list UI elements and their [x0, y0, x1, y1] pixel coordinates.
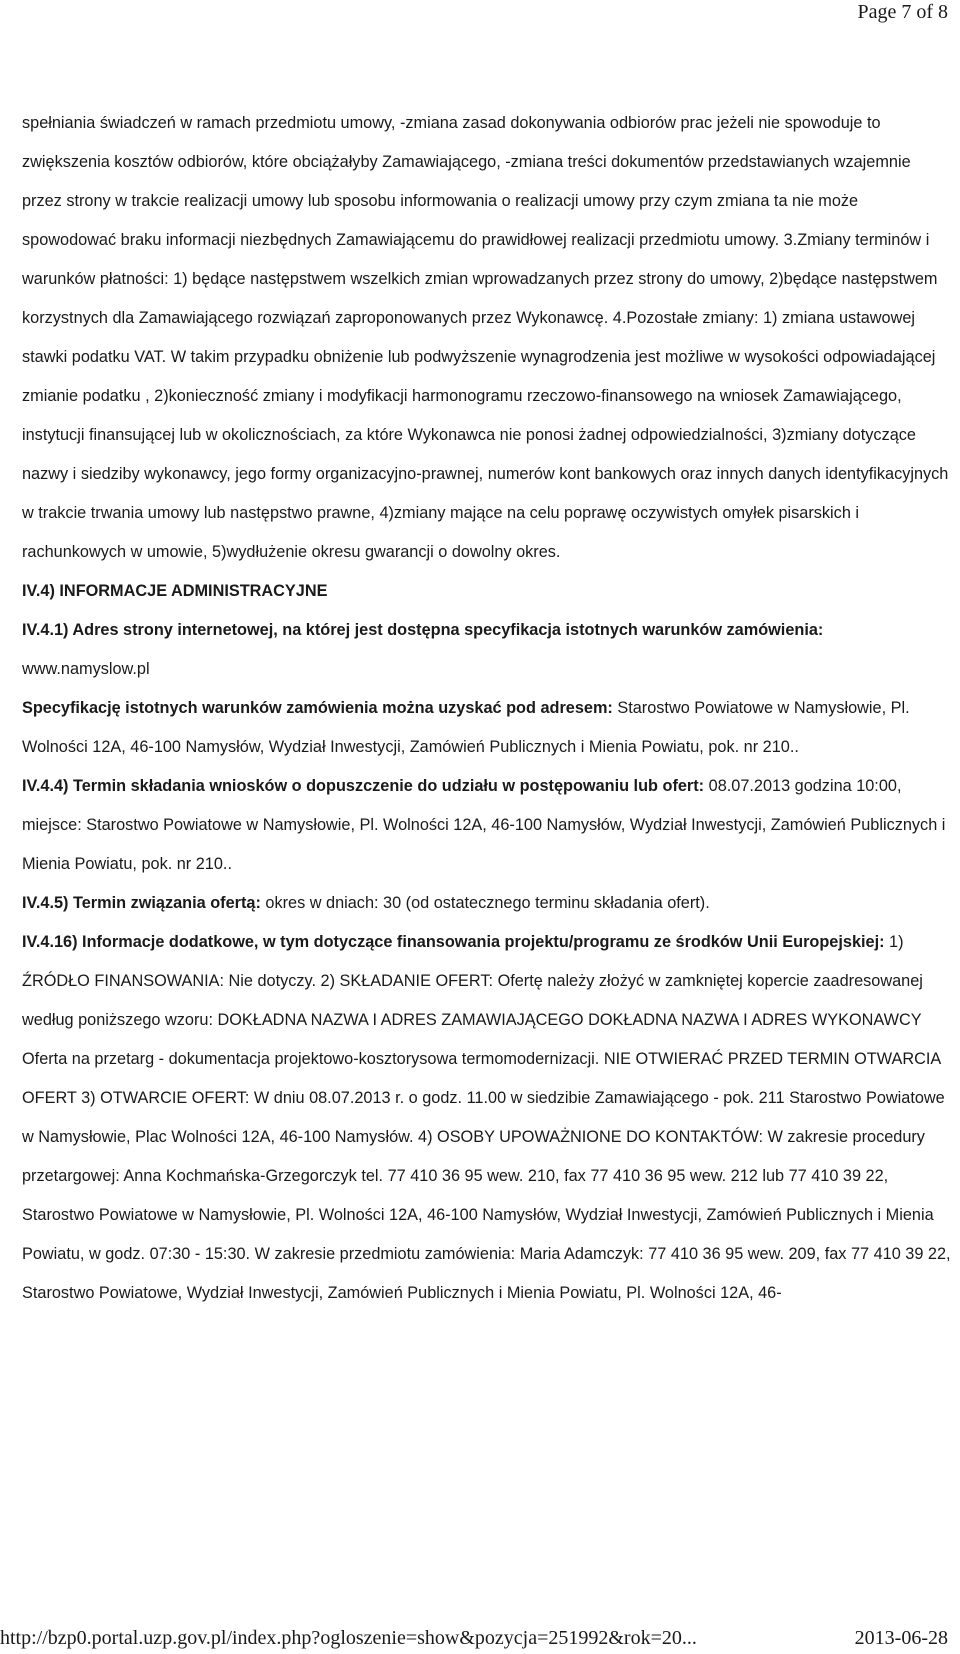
page-number: Page 7 of 8: [857, 1, 948, 23]
website-value[interactable]: www.namyslow.pl: [22, 660, 150, 678]
paragraph-website: [22, 611, 952, 689]
additional-info-label: IV.4.16) Informacje dodatkowe, w tym dotyczące finansowania projektu/programu ze środków Unii Europejskiej:: [22, 933, 885, 951]
submission-deadline-value: 08.07.2013 godzina 10:00, miejsce: Starostwo Powiatowe w Namysłowie, Pl. Wolności 12A, 46-100 Namysłów, Wydział Inwestycji, Zamówień Publicznych i Mienia Powiatu, pok. nr 210..: [22, 777, 946, 873]
paragraph-submission-deadline: [22, 767, 952, 884]
submission-deadline-label: IV.4.4) Termin składania wniosków o dopuszczenie do udziału w postępowaniu lub ofert:: [22, 777, 705, 795]
siwz-address-label: Specyfikację istotnych warunków zamówienia można uzyskać pod adresem:: [22, 699, 613, 717]
section-title: IV.4) INFORMACJE ADMINISTRACYJNE: [22, 582, 328, 600]
paragraph-binding-period: [22, 884, 952, 923]
paragraph-additional-info: [22, 923, 952, 1313]
footer-date: 2013-06-28: [854, 1627, 948, 1649]
document-body: [22, 104, 952, 1313]
binding-period-value: okres w dniach: 30 (od ostatecznego terminu składania ofert).: [260, 894, 710, 912]
siwz-address-value: Starostwo Powiatowe w Namysłowie, Pl. Wolności 12A, 46-100 Namysłów, Wydział Inwestycji, Zamówień Publicznych i Mienia Powiatu, pok. nr 210..: [22, 699, 910, 756]
additional-info-value: 1) ŹRÓDŁO FINANSOWANIA: Nie dotyczy. 2) SKŁADANIE OFERT: Ofertę należy złożyć w zamkniętej kopercie zaadresowanej według poniższego wzoru: DOKŁADNA NAZWA I ADRES ZAMAWIAJĄCEGO DOKŁADNA NAZWA I ADRES WYKONAWCY Oferta na przetarg - dokumentacja projektowo-kosztorysowa termomodernizacji. NIE OTWIERAĆ PRZED TERMIN OTWARCIA OFERT 3) OTWARCIE OFERT: W dniu 08.07.2013 r. o godz. 11.00 w siedzibie Zamawiającego - pok. 211 Starostwo Powiatowe w Namysłowie, Plac Wolności 12A, 46-100 Namysłów. 4) OSOBY UPOWAŻNIONE DO KONTAKTÓW: W zakresie procedury przetargowej: Anna Kochmańska-Grzegorczyk tel. 77 410 36 95 wew. 210, fax 77 410 36 95 wew. 212 lub 77 410 39 22, Starostwo Powiatowe w Namysłowie, Pl. Wolności 12A, 46-100 Namysłów, Wydział Inwestycji, Zamówień Publicznych i Mienia Powiatu, w godz. 07:30 - 15:30. W zakresie przedmiotu zamówienia: Maria Adamczyk: 77 410 36 95 wew. 209, fax 77 410 39 22, Starostwo Powiatowe, Wydział Inwestycji, Zamówień Publicznych i Mienia Powiatu, Pl. Wolności 12A, 46-: [22, 933, 951, 1302]
binding-period-label: IV.4.5) Termin związania ofertą:: [22, 894, 261, 912]
paragraph-amendments: spełniania świadczeń w ramach przedmiotu umowy, -zmiana zasad dokonywania odbiorów prac jeżeli nie spowoduje to zwiększenia kosztów odbiorów, które obciążałyby Zamawiającego, -zmiana treści dokumentów przedstawianych wzajemnie przez strony w trakcie realizacji umowy lub sposobu informowania o realizacji umowy przy czym zmiana ta nie może spowodować braku informacji niezbędnych Zamawiającemu do prawidłowej realizacji przedmiotu umowy. 3.Zmiany terminów i warunków płatności: 1) będące następstwem wszelkich zmian wprowadzanych przez strony do umowy, 2)będące następstwem korzystnych dla Zamawiającego rozwiązań zaproponowanych przez Wykonawcę. 4.Pozostałe zmiany: 1) zmiana ustawowej stawki podatku VAT. W takim przypadku obniżenie lub podwyższenie wynagrodzenia jest możliwe w wysokości odpowiadającej zmianie podatku , 2)konieczność zmiany i modyfikacji harmonogramu rzeczowo-finansowego na wniosek Zamawiającego, instytucji finansującej lub w okolicznościach, za które Wykonawca nie ponosi żadnej odpowiedzialności, 3)zmiany dotyczące nazwy i siedziby wykonawcy, jego formy organizacyjno-prawnej, numerów kont bankowych oraz innych danych identyfikacyjnych w trakcie trwania umowy lub następstwo prawne, 4)zmiany mające na celu poprawę oczywistych omyłek pisarskich i rachunkowych w umowie, 5)wydłużenie okresu gwarancji o dowolny okres.: [22, 114, 949, 561]
paragraph-siwz-address: [22, 689, 952, 767]
footer-url[interactable]: http://bzp0.portal.uzp.gov.pl/index.php?ogloszenie=show&pozycja=251992&rok=20...: [0, 1627, 697, 1649]
website-label: IV.4.1) Adres strony internetowej, na której jest dostępna specyfikacja istotnych warunków zamówienia:: [22, 621, 824, 639]
